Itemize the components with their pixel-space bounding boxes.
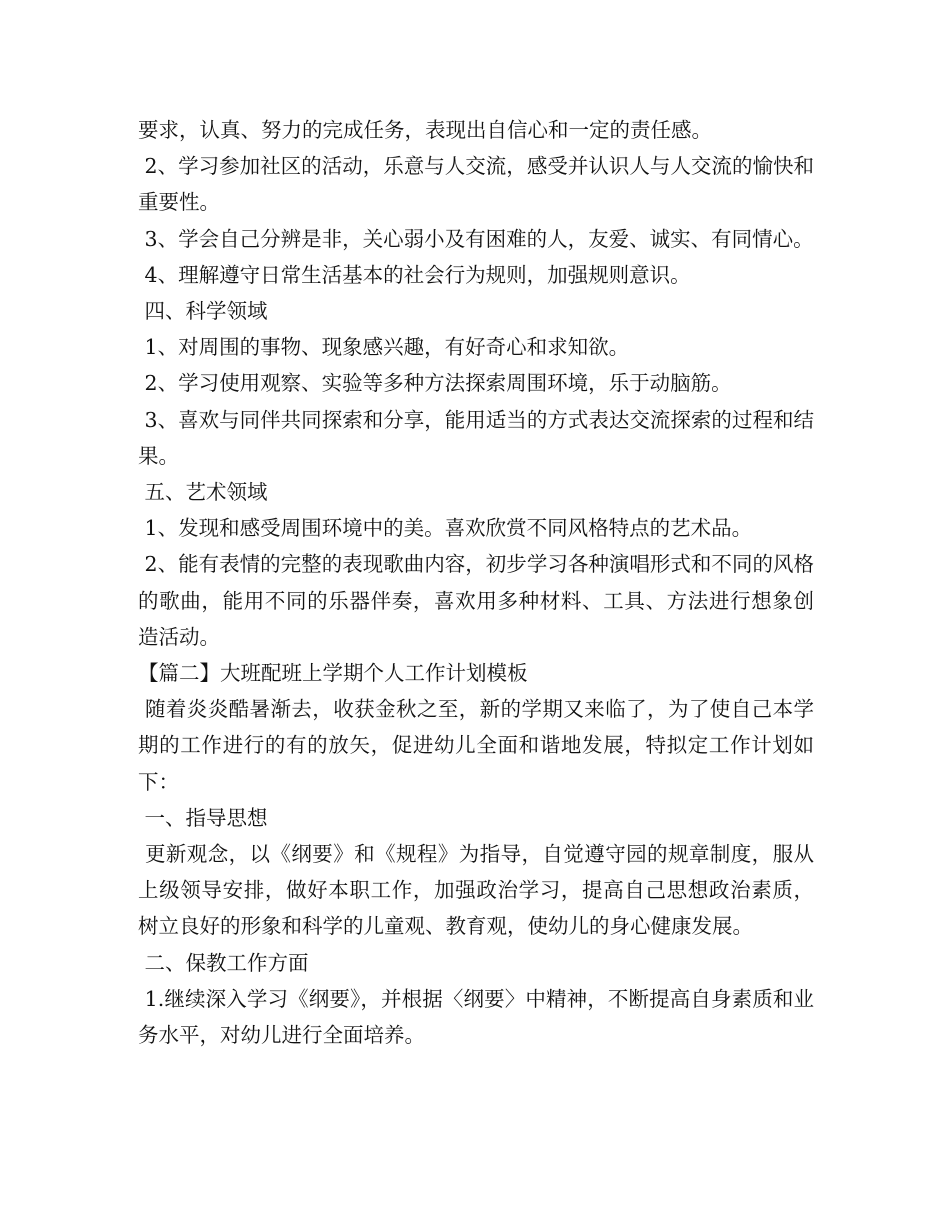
paragraph-art-goal-1: 1、发现和感受周围环境中的美。喜欢欣赏不同风格特点的艺术品。 — [138, 516, 753, 541]
document-page — [138, 112, 814, 1053]
article-title-part-two: 【篇二】大班配班上学期个人工作计划模板 — [138, 661, 528, 686]
paragraph-social-goal-2: 2、学习参加社区的活动，乐意与人交流，感受并认识人与人交流的愉快和重要性。 — [138, 154, 814, 215]
section-heading-care-education: 二、保教工作方面 — [138, 950, 309, 975]
paragraph-art-goal-2: 2、能有表情的完整的表现歌曲内容，初步学习各种演唱形式和不同的风格的歌曲，能用不同的乐器伴奏，喜欢用多种材料、工具、方法进行想象创造活动。 — [138, 552, 814, 649]
section-heading-guiding-ideology: 一、指导思想 — [138, 805, 268, 830]
paragraph-social-goal-1-continued: 要求，认真、努力的完成任务，表现出自信心和一定的责任感。 — [138, 118, 712, 142]
paragraph-intro: 随着炎炎酷暑渐去，收获金秋之至，新的学期又来临了，为了使自己本学期的工作进行的有的放矢，促进幼儿全面和谐地发展，特拟定工作计划如下： — [138, 697, 814, 794]
paragraph-science-goal-1: 1、对周围的事物、现象感兴趣，有好奇心和求知欲。 — [138, 335, 630, 360]
paragraph-social-goal-3: 3、学会自己分辨是非，关心弱小及有困难的人，友爱、诚实、有同情心。 — [138, 226, 814, 251]
paragraph-care-education-1: 1.继续深入学习《纲要》，并根据〈纲要〉中精神，不断提高自身素质和业务水平，对幼儿进行全面培养。 — [138, 986, 814, 1048]
paragraph-guiding-ideology: 更新观念，以《纲要》和《规程》为指导，自觉遵守园的规章制度，服从上级领导安排，做好本职工作，加强政治学习，提高自己思想政治素质，树立良好的形象和科学的儿童观、教育观，使幼儿的身心健康发展。 — [138, 842, 814, 939]
paragraph-social-goal-4: 4、理解遵守日常生活基本的社会行为规则，加强规则意识。 — [138, 262, 691, 287]
paragraph-science-goal-2: 2、学习使用观察、实验等多种方法探索周围环境，乐于动脑筋。 — [138, 371, 732, 396]
section-heading-art: 五、艺术领域 — [138, 480, 268, 505]
paragraph-science-goal-3: 3、喜欢与同伴共同探索和分享，能用适当的方式表达交流探索的过程和结果。 — [138, 407, 814, 468]
section-heading-science: 四、科学领域 — [138, 299, 268, 324]
